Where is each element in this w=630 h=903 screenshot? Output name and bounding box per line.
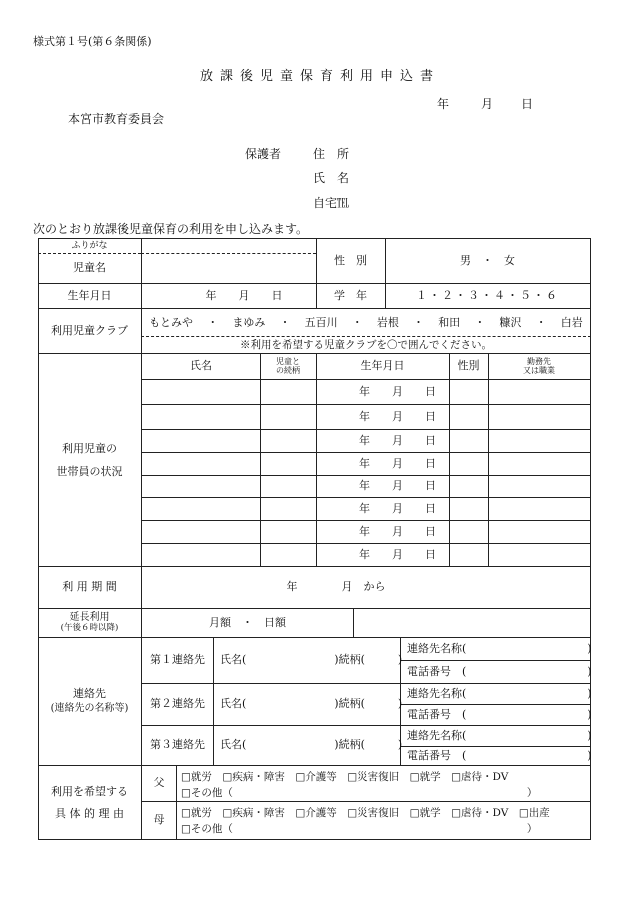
col-header-workplace-line1: 勤務先 xyxy=(527,356,551,366)
extension-label-line2: (午後６時以降) xyxy=(60,622,119,633)
contact-3-tel-field[interactable]: 電話番号 ( ) xyxy=(407,748,592,762)
household-row-birthdate[interactable]: 年 月 日 xyxy=(359,384,436,398)
reason-father-options[interactable]: □就労 □疾病・障害 □介護等 □災害復旧 □就学 □虐待・DV xyxy=(181,771,509,783)
col-header-workplace xyxy=(488,354,590,379)
contact-2-tel-field[interactable]: 電話番号 ( ) xyxy=(407,707,592,721)
period-field[interactable]: 年 月 から xyxy=(286,580,386,594)
contact-2-label: 第２連絡先 xyxy=(150,697,205,711)
guardian-label: 保護者 xyxy=(245,147,282,161)
contact-3-label: 第３連絡先 xyxy=(150,738,205,752)
period-label: 利 用 期 間 xyxy=(62,580,117,594)
reason-father-other[interactable]: □その他（ ） xyxy=(181,787,538,799)
club-separator: ・ xyxy=(279,315,291,329)
date-month: 月 xyxy=(481,97,494,111)
date-day: 日 xyxy=(521,97,534,111)
extension-label xyxy=(38,609,141,637)
child-name-field[interactable] xyxy=(142,254,316,283)
furigana-label: ふりがな xyxy=(71,240,108,251)
club-option-mayumi[interactable]: まゆみ xyxy=(232,315,266,329)
sex-label: 性 別 xyxy=(334,253,367,267)
household-label-line2: 世帯員の状況 xyxy=(56,465,123,478)
household-row-birthdate[interactable]: 年 月 日 xyxy=(359,433,436,447)
club-option-iogawa[interactable]: 五百川 xyxy=(304,315,338,329)
reason-mother-options[interactable]: □就労 □疾病・障害 □介護等 □災害復旧 □就学 □虐待・DV □出産 xyxy=(181,807,550,819)
home-phone-label: 自宅℡ xyxy=(313,196,350,210)
addressee: 本宮市教育委員会 xyxy=(68,112,165,126)
reason-label xyxy=(38,766,141,839)
club-option-shiraiwa[interactable]: 白岩 xyxy=(560,315,583,329)
grade-options[interactable]: １・２・３・４・５・６ xyxy=(416,288,559,302)
grade-label: 学 年 xyxy=(334,288,367,302)
club-option-wada[interactable]: 和田 xyxy=(438,315,461,329)
club-option-nukazawa[interactable]: 糠沢 xyxy=(499,315,522,329)
reason-label-line1: 利用を希望する xyxy=(51,784,128,798)
address-label: 住 所 xyxy=(313,147,350,161)
club-separator: ・ xyxy=(207,315,219,329)
household-row-birthdate[interactable]: 年 月 日 xyxy=(359,524,436,538)
contact-2-name-field[interactable]: 氏名( )続柄( ) xyxy=(220,697,403,711)
col-header-sex: 性別 xyxy=(457,359,480,373)
club-option-motomiya[interactable]: もとみや xyxy=(149,315,194,329)
extension-options[interactable]: 月額 ・ 日額 xyxy=(209,615,286,629)
household-label xyxy=(38,354,141,566)
intro-text: 次のとおり放課後児童保育の利用を申し込みます。 xyxy=(33,222,309,236)
guardian-name-label: 氏 名 xyxy=(313,171,350,185)
contact-2-org-field[interactable]: 連絡先名称( ) xyxy=(407,686,592,700)
contact-label xyxy=(38,638,141,765)
reason-father-label: 父 xyxy=(153,776,165,790)
birthdate-field[interactable]: 年 月 日 xyxy=(205,288,283,302)
extension-label-line1: 延長利用 xyxy=(69,612,110,624)
club-separator: ・ xyxy=(351,315,363,329)
contact-1-label: 第１連絡先 xyxy=(150,653,205,667)
household-row-birthdate[interactable]: 年 月 日 xyxy=(359,456,436,470)
col-header-workplace-line2: 又は職業 xyxy=(523,365,555,375)
contact-label-line2: (連絡先の名称等) xyxy=(50,703,129,715)
contact-1-name-field[interactable]: 氏名( )続柄( ) xyxy=(220,653,403,667)
col-header-name: 氏名 xyxy=(190,359,212,373)
birthdate-label: 生年月日 xyxy=(67,288,112,302)
household-label-line1: 利用児童の xyxy=(62,441,117,455)
contact-1-tel-field[interactable]: 電話番号 ( ) xyxy=(407,664,592,678)
date-year: 年 xyxy=(437,97,450,111)
col-header-relation-line1: 児童と xyxy=(276,356,300,366)
club-option-iwane[interactable]: 岩根 xyxy=(376,315,399,329)
form-number: 様式第１号(第６条関係) xyxy=(33,35,152,48)
club-separator: ・ xyxy=(413,315,425,329)
col-header-relation-line2: の続柄 xyxy=(276,365,300,375)
child-name-label: 児童名 xyxy=(73,261,106,275)
page-title: 放課後児童保育利用申込書 xyxy=(200,69,441,84)
col-header-relation xyxy=(260,354,316,379)
col-header-birthdate: 生年月日 xyxy=(360,359,405,373)
household-row-birthdate[interactable]: 年 月 日 xyxy=(359,501,436,515)
reason-mother-label: 母 xyxy=(153,813,165,827)
household-row-birthdate[interactable]: 年 月 日 xyxy=(359,409,436,423)
contact-label-line1: 連絡先 xyxy=(73,687,106,701)
reason-mother-other[interactable]: □その他（ ） xyxy=(181,823,538,835)
club-separator: ・ xyxy=(474,315,486,329)
contact-3-name-field[interactable]: 氏名( )続柄( ) xyxy=(220,738,403,752)
contact-1-org-field[interactable]: 連絡先名称( ) xyxy=(407,641,592,655)
sex-options[interactable]: 男 ・ 女 xyxy=(460,253,515,267)
club-separator: ・ xyxy=(535,315,547,329)
club-label: 利用児童クラブ xyxy=(51,323,128,337)
club-options xyxy=(142,310,590,336)
household-row-birthdate[interactable]: 年 月 日 xyxy=(359,479,436,493)
household-row-birthdate[interactable]: 年 月 日 xyxy=(359,547,436,561)
contact-3-org-field[interactable]: 連絡先名称( ) xyxy=(407,728,592,742)
club-note: ※利用を希望する児童クラブを〇で囲んでください。 xyxy=(240,338,492,351)
reason-label-line2: 具 体 的 理 由 xyxy=(55,806,124,820)
